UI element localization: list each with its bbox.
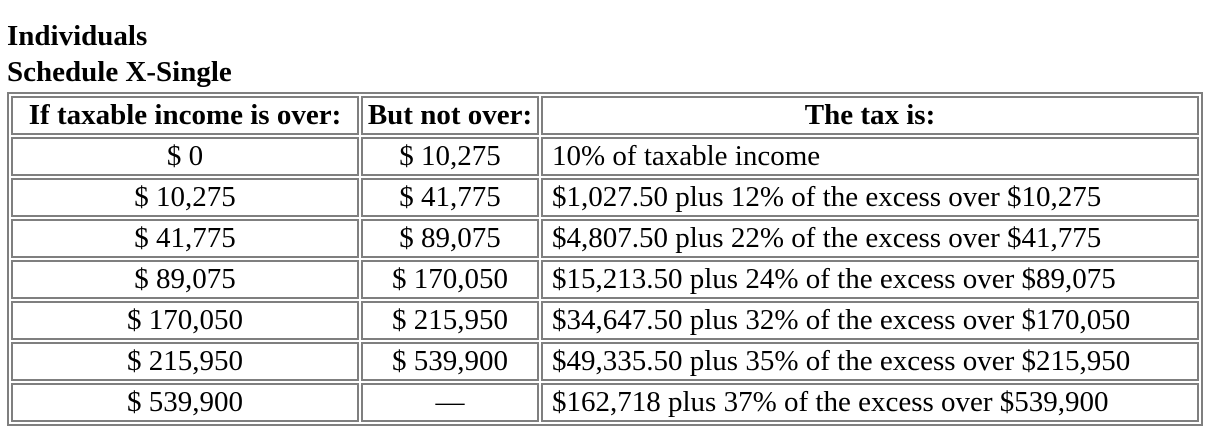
header-tax-is: The tax is: bbox=[541, 96, 1199, 135]
table-row bbox=[11, 219, 1199, 258]
cell-tax-is: $15,213.50 plus 24% of the excess over $89,075 bbox=[541, 260, 1199, 299]
cell-income-over: $ 170,050 bbox=[11, 301, 359, 340]
table-row bbox=[11, 383, 1199, 422]
cell-but-not-over: $ 10,275 bbox=[361, 137, 539, 176]
cell-but-not-over: $ 215,950 bbox=[361, 301, 539, 340]
table-row bbox=[11, 137, 1199, 176]
cell-but-not-over: — bbox=[361, 383, 539, 422]
cell-but-not-over: $ 170,050 bbox=[361, 260, 539, 299]
cell-tax-is: $162,718 plus 37% of the excess over $539,900 bbox=[541, 383, 1199, 422]
cell-but-not-over: $ 539,900 bbox=[361, 342, 539, 381]
table-row bbox=[11, 342, 1199, 381]
table-row bbox=[11, 178, 1199, 217]
cell-income-over: $ 215,950 bbox=[11, 342, 359, 381]
header-income-over: If taxable income is over: bbox=[11, 96, 359, 135]
cell-income-over: $ 41,775 bbox=[11, 219, 359, 258]
cell-tax-is: 10% of taxable income bbox=[541, 137, 1199, 176]
cell-income-over: $ 539,900 bbox=[11, 383, 359, 422]
cell-but-not-over: $ 89,075 bbox=[361, 219, 539, 258]
table-row bbox=[11, 260, 1199, 299]
cell-income-over: $ 10,275 bbox=[11, 178, 359, 217]
cell-income-over: $ 89,075 bbox=[11, 260, 359, 299]
cell-tax-is: $49,335.50 plus 35% of the excess over $215,950 bbox=[541, 342, 1199, 381]
page-title: Individuals bbox=[7, 20, 148, 52]
cell-income-over: $ 0 bbox=[11, 137, 359, 176]
cell-tax-is: $1,027.50 plus 12% of the excess over $10,275 bbox=[541, 178, 1199, 217]
cell-tax-is: $34,647.50 plus 32% of the excess over $170,050 bbox=[541, 301, 1199, 340]
table-row bbox=[11, 301, 1199, 340]
table-header-row bbox=[11, 96, 1199, 135]
tax-rate-table bbox=[7, 92, 1203, 426]
cell-tax-is: $4,807.50 plus 22% of the excess over $41,775 bbox=[541, 219, 1199, 258]
header-but-not-over: But not over: bbox=[361, 96, 539, 135]
cell-but-not-over: $ 41,775 bbox=[361, 178, 539, 217]
schedule-title: Schedule X-Single bbox=[7, 56, 232, 88]
